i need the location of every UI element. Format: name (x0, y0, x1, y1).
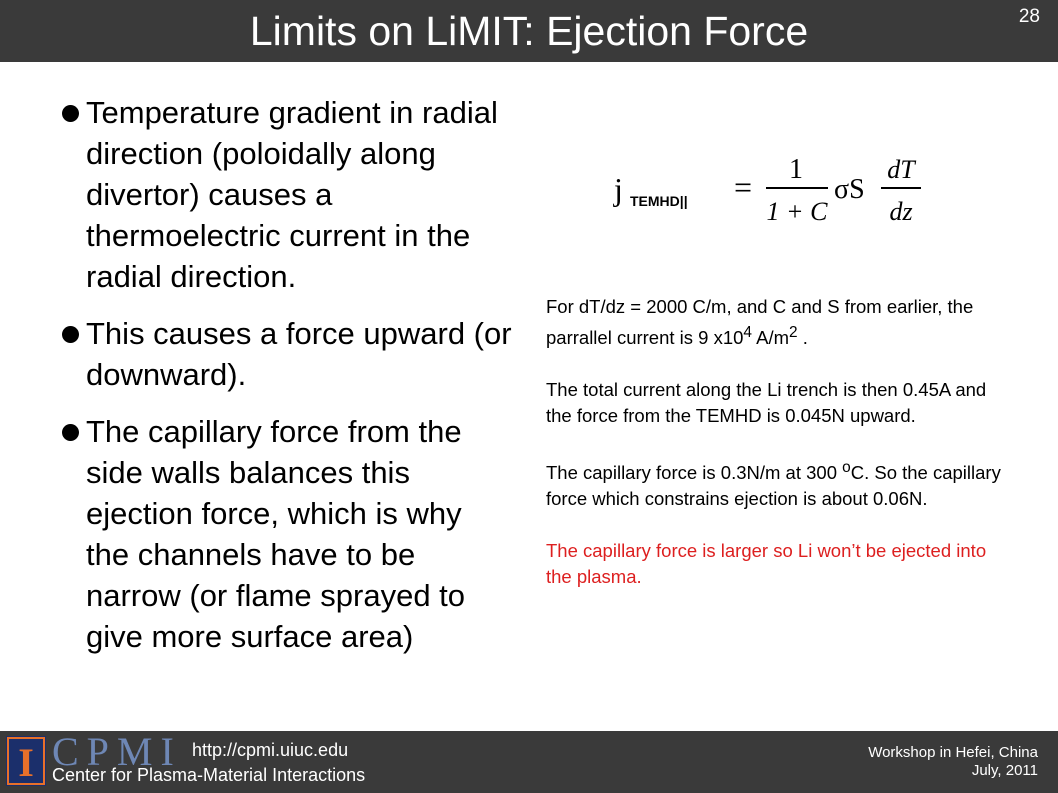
bullet-text: The capillary force from the side walls balances this ejection force, which is why the channels have to be narrow (or flame sprayed to give more surface area) (86, 414, 466, 654)
formula-factor: σS (834, 174, 865, 205)
note-current: For dT/dz = 2000 C/m, and C and S from earlier, the parrallel current is 9 $x10^4$ $A/m^2$ . (546, 296, 974, 349)
bullet-dot-icon (62, 326, 79, 343)
slide-title: Limits on LiMIT: Ejection Force (249, 8, 809, 54)
bullet-dot-icon (62, 424, 79, 441)
formula-lhs: j (614, 171, 623, 207)
svg-text:I: I (18, 740, 34, 785)
bullet-text: This causes a force upward (or downward). (86, 316, 512, 392)
workshop-date: July, 2011 (971, 762, 1038, 779)
bullet-item (62, 313, 512, 395)
formula-denominator: 1 + C (766, 197, 828, 226)
note-total-current: The total current along the Li trench is then 0.45A and the force from the TEMHD is 0.045N upward. (546, 379, 987, 427)
formula-lhs-subscript: TEMHD|| (630, 193, 688, 209)
cpmi-logo-text: CPMI (52, 729, 182, 774)
slide-number: 28 (1018, 6, 1040, 27)
bullet-item (62, 92, 512, 297)
bullet-text: Temperature gradient in radial direction (poloidally along divertor) causes a thermoelectric current in the radial direction. (86, 95, 498, 294)
formula-deriv-numerator: dT (887, 155, 915, 184)
bullet-list (62, 92, 512, 673)
workshop-location: Workshop in Hefei, China (868, 744, 1038, 761)
bullet-dot-icon (62, 105, 79, 122)
formula-deriv-denominator: dz (889, 197, 913, 226)
temhd-formula (606, 146, 936, 236)
illinois-logo (6, 736, 46, 786)
illinois-i-icon (6, 736, 46, 786)
bullet-item (62, 411, 512, 657)
note-conclusion: The capillary force is larger so Li won’t be ejected into the plasma. (546, 540, 987, 588)
workshop-info (868, 744, 1038, 780)
formula-numerator: 1 (789, 154, 803, 185)
calculation-notes (546, 294, 1016, 616)
center-name: Center for Plasma-Material Interactions (52, 765, 366, 785)
footer-url[interactable]: http://cpmi.uiuc.edu (192, 740, 349, 760)
formula-equals: = (734, 169, 753, 205)
note-capillary-force: The capillary force is 0.3N/m at 300 $^o$C. So the capillary force which constrains ejection is about 0.06N. (546, 459, 1001, 510)
